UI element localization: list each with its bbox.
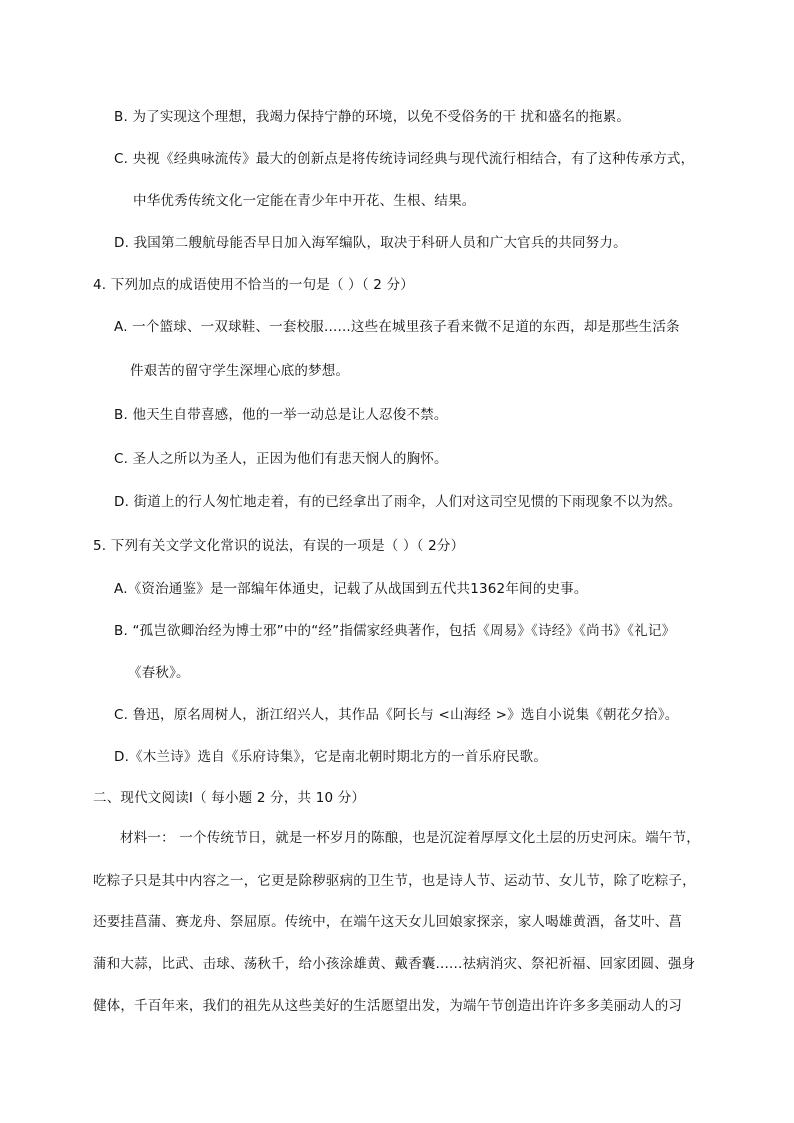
q3-option-c-line2: 中华优秀传统文化一定能在青少年中开花、生根、结果。 xyxy=(133,193,476,209)
q5-stem: 5. 下列有关文学文化常识的说法，有误的一项是（ ）（ 2分） xyxy=(93,538,465,554)
q5-option-b-line2: 《春秋》。 xyxy=(128,665,190,681)
material1-line2: 吃粽子只是其中内容之一，它更是除秽驱病的卫生节，也是诗人节、运动节、女儿节，除了吃粽子， xyxy=(93,873,696,889)
material1-line3: 还要挂菖蒲、赛龙舟、祭屈原。传统中，在端午这天女儿回娘家探亲，家人喝雄黄酒，备艾叶、菖 xyxy=(93,914,683,930)
material1-line5: 健体，千百年来，我们的祖先从这些美好的生活愿望出发，为端午节创造出许许多多美丽动人的习 xyxy=(93,998,683,1014)
q5-option-b-line1: B. “孤岂欲卿治经为博士邪”中的“经”指儒家经典著作，包括《周易》《诗经》《尚书》《礼记》 xyxy=(114,623,676,639)
material1-line1: 材料一： 一个传统节日，就是一杯岁月的陈酿，也是沉淀着厚厚文化土层的历史河床。端午节， xyxy=(120,830,700,846)
q3-option-b: B. 为了实现这个理想，我竭力保持宁静的环境，以免不受俗务的干 扰和盛名的拖累。 xyxy=(114,109,631,125)
q4-option-c: C. 圣人之所以为圣人，正因为他们有悲天悯人的胸怀。 xyxy=(114,451,448,467)
section2-heading: 二、现代文阅读Ⅰ（ 每小题 2 分，共 10 分） xyxy=(93,790,366,806)
q4-stem: 4. 下列加点的成语使用不恰当的一句是（ ）（ 2 分） xyxy=(93,277,414,293)
q5-option-a: A.《资治通鉴》是一部编年体通史，记载了从战国到五代共1362年间的史事。 xyxy=(114,581,588,597)
material1-line4: 蒲和大蒜，比武、击球、荡秋千，给小孩涂雄黄、戴香囊......祛病消灾、祭祀祈福、回家团圆、强身 xyxy=(93,956,696,972)
q4-option-d: D. 街道上的行人匆忙地走着，有的已经拿出了雨伞，人们对这司空见惯的下雨现象不以为然。 xyxy=(114,494,682,510)
q5-option-c: C. 鲁迅，原名周树人，浙江绍兴人，其作品《阿长与 <山海经 >》选自小说集《朝花夕拾》。 xyxy=(114,707,679,723)
q4-option-a-line2: 件艰苦的留守学生深埋心底的梦想。 xyxy=(130,363,350,379)
q5-option-d: D.《木兰诗》选自《乐府诗集》，它是南北朝时期北方的一首乐府民歌。 xyxy=(114,749,548,765)
q4-option-b: B. 他天生自带喜感，他的一举一动总是让人忍俊不禁。 xyxy=(114,407,448,423)
q3-option-d: D. 我国第二艘航母能否早日加入海军编队，取决于科研人员和广大官兵的共同努力。 xyxy=(114,235,627,251)
q3-option-c-line1: C. 央视《经典咏流传》最大的创新点是将传统诗词经典与现代流行相结合，有了这种传承方式， xyxy=(114,151,695,167)
q4-option-a-line1: A. 一个篮球、一双球鞋、一套校服......这些在城里孩子看来微不足道的东西，却是那些生活条 xyxy=(114,319,680,335)
